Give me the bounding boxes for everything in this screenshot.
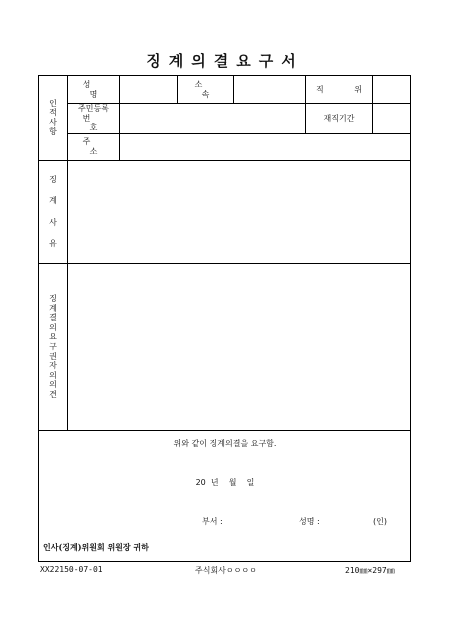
request-statement: 위와 같이 징계의결을 요구함.	[173, 438, 277, 448]
dept-label: 소 속	[178, 76, 234, 104]
department-signature-label: 부서 :	[202, 516, 223, 526]
position-value[interactable]	[373, 76, 411, 104]
reason-value[interactable]	[68, 160, 411, 263]
tenure-value[interactable]	[373, 104, 411, 134]
address-label: 주 소	[68, 133, 120, 160]
opinion-label: 징 계 결 의 요 구 권 자 의 의 견	[39, 263, 68, 430]
addressee: 인사(징계)위원회 위원장 귀하	[43, 541, 149, 552]
address-value[interactable]	[120, 133, 411, 160]
position-label: 직 위	[306, 76, 373, 104]
reason-label: 징 계 사 유	[39, 160, 68, 263]
seal-mark: (인)	[373, 516, 387, 526]
paper-size: 210㎜×297㎜	[345, 566, 395, 575]
request-date: 20 년 월 일	[195, 477, 255, 487]
opinion-value[interactable]	[68, 263, 411, 430]
request-section	[39, 430, 411, 561]
disciplinary-form-table	[38, 75, 411, 562]
page-title: 징계의결요구서	[146, 52, 304, 70]
name-value[interactable]	[120, 76, 178, 104]
name-signature-label: 성명 :	[299, 516, 320, 526]
personal-section-label: 인 적 사 항	[39, 76, 68, 161]
name-label: 성 명	[68, 76, 120, 104]
dept-value[interactable]	[234, 76, 306, 104]
regno-value[interactable]	[120, 104, 306, 134]
company-name: 주식회사ㅇㅇㅇㅇ	[195, 566, 257, 575]
tenure-label: 재직기간	[306, 104, 373, 134]
form-code: XX22150-07-01	[40, 565, 103, 574]
regno-label: 주민등록 번 호	[68, 104, 120, 134]
